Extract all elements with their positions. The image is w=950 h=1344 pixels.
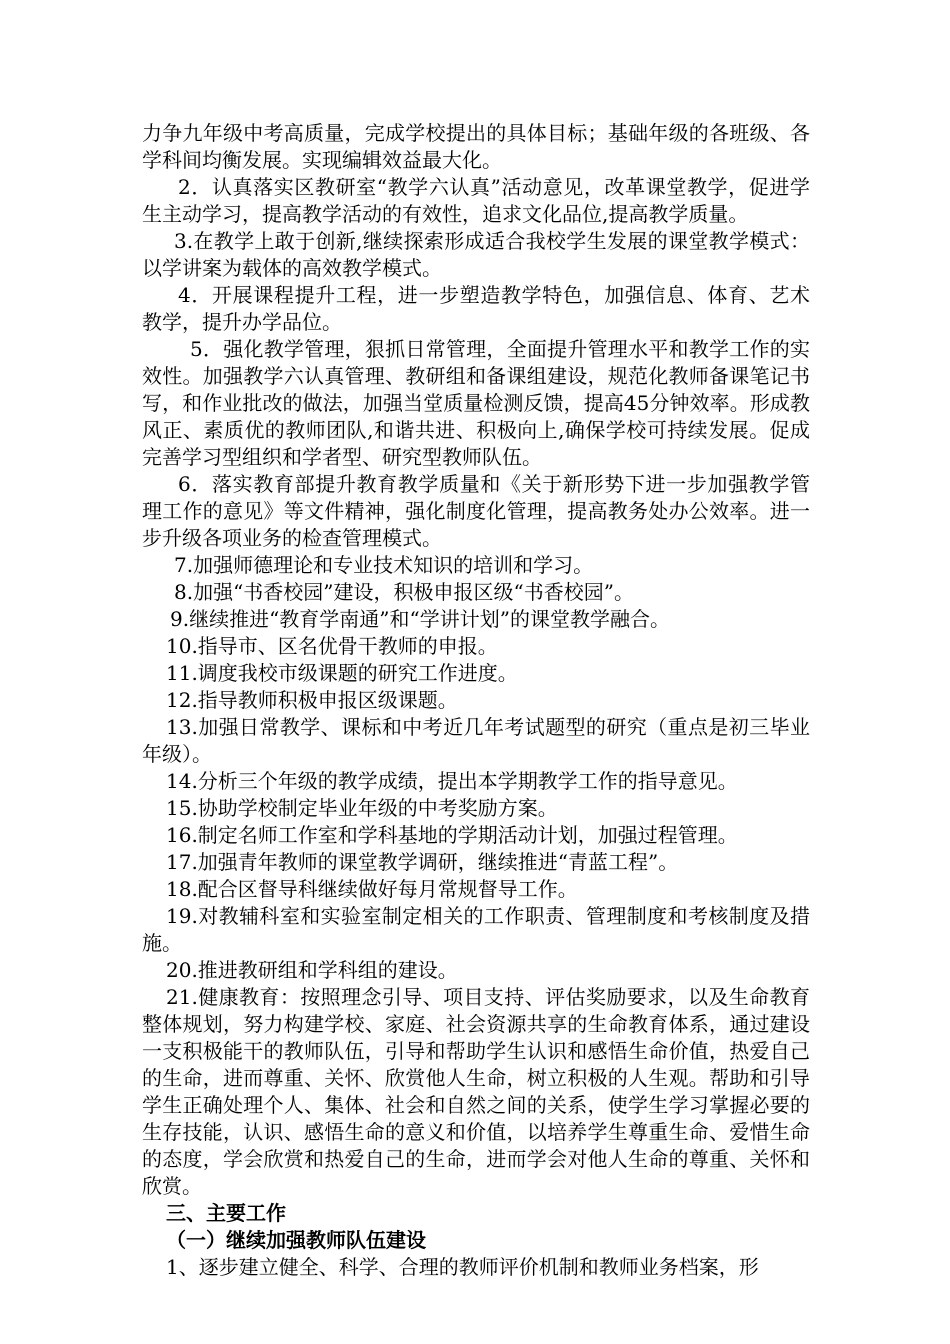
paragraph-item-15: 15.协助学校制定毕业年级的中考奖励方案。 [166, 796, 558, 820]
paragraph-item-9: 9.继续推进“教育学南通”和“学讲计划”的课堂教学融合。 [170, 607, 670, 631]
paragraph-item-13: 13.加强日常教学、课标和中考近几年考试题型的研究（重点是初三毕业年级）。 [142, 715, 810, 766]
subsection-heading: （一）继续加强教师队伍建设 [166, 1228, 426, 1252]
paragraph-item-8: 8.加强“书香校园”建设，积极申报区级“书香校园”。 [174, 580, 634, 604]
section-heading: 三、主要工作 [166, 1201, 286, 1225]
paragraph-item-2: 2．认真落实区教研室“教学六认真”活动意见，改革课堂教学，促进学生主动学习，提高教学活动的有效性，追求文化品位,提高教学质量。 [142, 175, 810, 226]
paragraph-item-12: 12.指导教师积极申报区级课题。 [166, 688, 458, 712]
paragraph-item-7: 7.加强师德理论和专业技术知识的培训和学习。 [174, 553, 594, 577]
paragraph-item-14: 14.分析三个年级的教学成绩，提出本学期教学工作的指导意见。 [166, 769, 738, 793]
paragraph-item-18: 18.配合区督导科继续做好每月常规督导工作。 [166, 877, 578, 901]
paragraph-item-16: 16.制定名师工作室和学科基地的学期活动计划，加强过程管理。 [166, 823, 738, 847]
paragraph-item-21-health-education: 21.健康教育：按照理念引导、项目支持、评估奖励要求，以及生命教育整体规划，努力构建学校、家庭、社会资源共享的生命教育体系，通过建设一支积极能干的教师队伍，引导和帮助学生认识和感悟生命价值，热爱自己的生命，进而尊重、关怀、欣赏他人生命，树立积极的人生观。帮助和引导学生正确处理个人、集体、社会和自然之间的关系，使学生学习掌握必要的生存技能，认识、感悟生命的意义和价值，以培养学生尊重生命、爱惜生命的态度，学会欣赏和热爱自己的生命，进而学会对他人生命的尊重、关怀和欣赏。 [142, 985, 810, 1198]
paragraph-item-19: 19.对教辅科室和实验室制定相关的工作职责、管理制度和考核制度及措施。 [142, 904, 810, 955]
paragraph-item-3: 3.在教学上敢于创新,继续探索形成适合我校学生发展的课堂教学模式：以学讲案为载体的高效教学模式。 [142, 229, 810, 280]
paragraph-item-11: 11.调度我校市级课题的研究工作进度。 [166, 661, 518, 685]
paragraph-teacher-evaluation: 1、逐步建立健全、科学、合理的教师评价机制和教师业务档案，形 [166, 1255, 759, 1279]
document-body [142, 120, 810, 1281]
paragraph-item-5: 5．强化教学管理，狠抓日常管理，全面提升管理水平和教学工作的实效性。加强教学六认真管理、教研组和备课组建设，规范化教师备课笔记书写，和作业批改的做法，加强当堂质量检测反馈，提高45分钟效率。形成教风正、素质优的教师团队,和谐共进、积极向上,确保学校可持续发展。促成完善学习型组织和学者型、研究型教师队伍。 [142, 337, 810, 469]
paragraph-item-10: 10.指导市、区名优骨干教师的申报。 [166, 634, 498, 658]
paragraph-item-17: 17.加强青年教师的课堂教学调研，继续推进“青蓝工程”。 [166, 850, 679, 874]
paragraph-item-6: 6．落实教育部提升教育教学质量和《关于新形势下进一步加强教学管理工作的意见》等文件精神，强化制度化管理，提高教务处办公效率。进一步升级各项业务的检查管理模式。 [142, 472, 810, 550]
paragraph-item-4: 4．开展课程提升工程，进一步塑造教学特色，加强信息、体育、艺术教学，提升办学品位。 [142, 283, 810, 334]
paragraph-item-20: 20.推进教研组和学科组的建设。 [166, 958, 458, 982]
paragraph-goal-continuation: 力争九年级中考高质量，完成学校提出的具体目标；基础年级的各班级、各学科间均衡发展。实现编辑效益最大化。 [142, 121, 810, 172]
